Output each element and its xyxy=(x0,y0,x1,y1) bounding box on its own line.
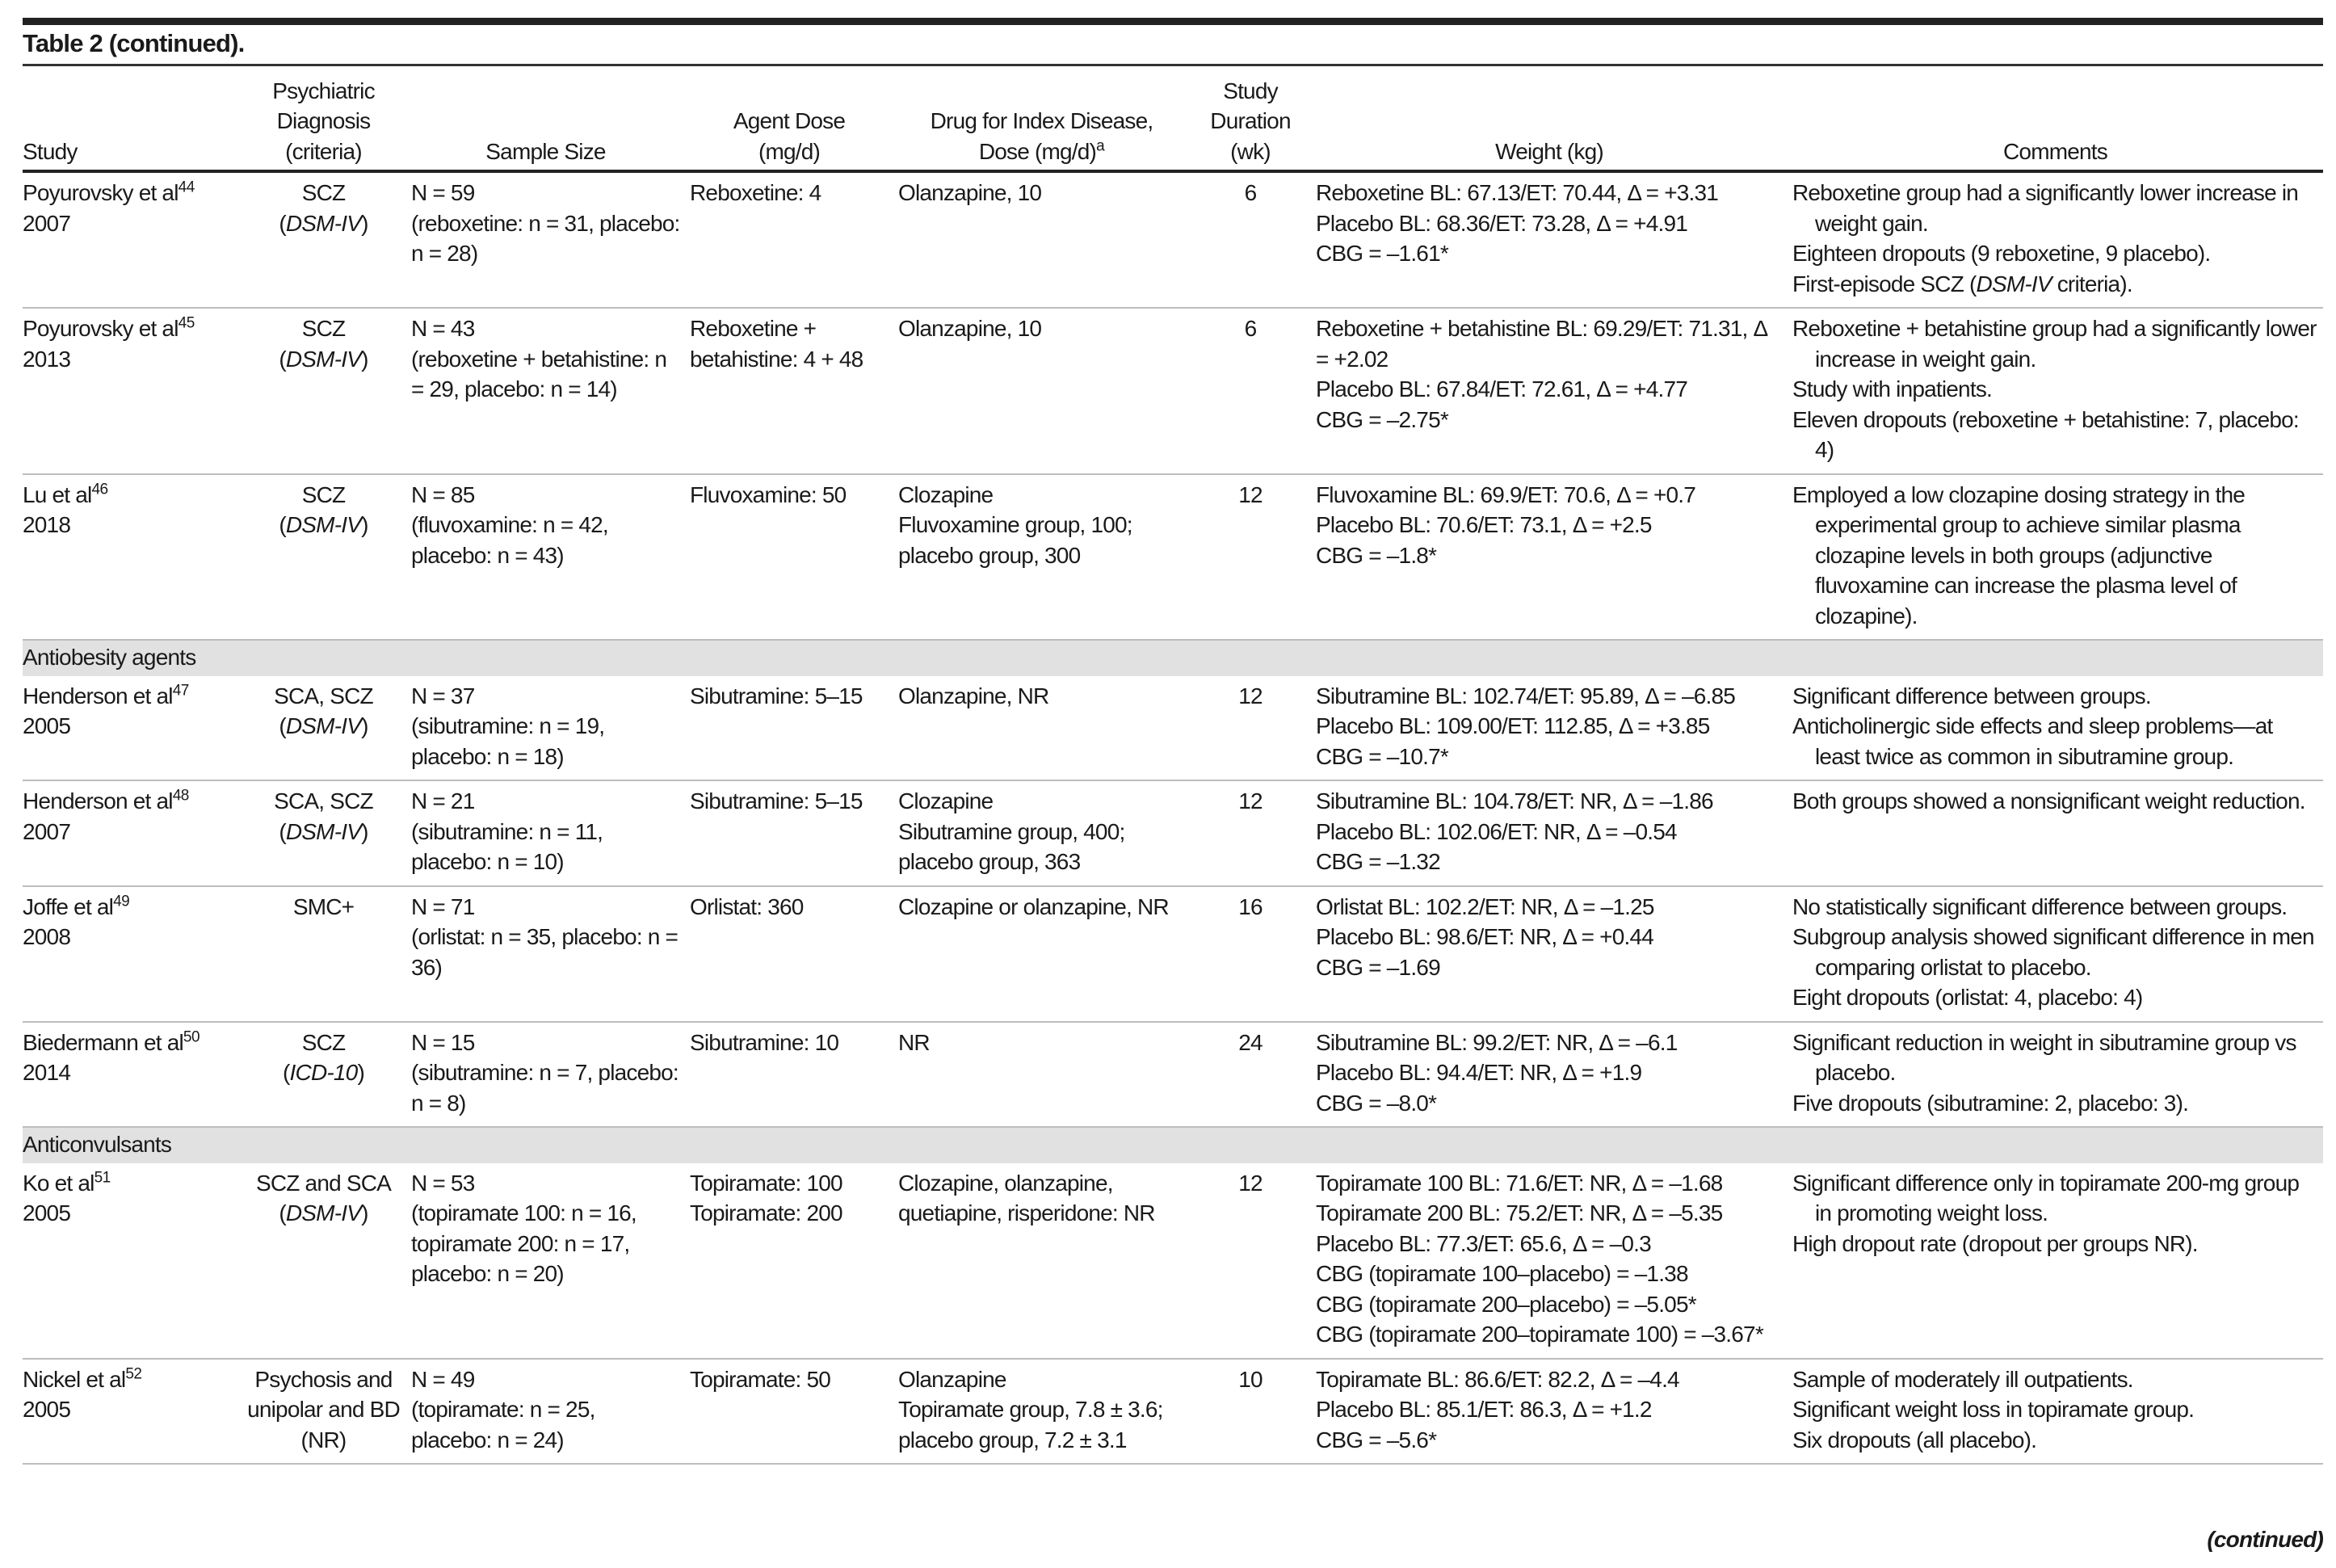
reference-number: 51 xyxy=(94,1169,111,1187)
comment-line xyxy=(1792,1394,2318,1425)
header-line: Dose (mg/d) xyxy=(978,138,1097,164)
index-drug-line: Olanzapine, NR xyxy=(898,683,1049,708)
weight-line: Placebo BL: 67.84/ET: 72.61, Δ = +4.77 xyxy=(1316,376,1687,401)
reference-number: 52 xyxy=(125,1365,142,1383)
criteria-name: ICD-10 xyxy=(289,1060,358,1085)
criteria-name: DSM-IV xyxy=(285,818,362,844)
comment-segment: Significant reduction in weight in sibutramine group vs placebo. xyxy=(1792,1029,2296,1085)
criteria-name: DSM-IV xyxy=(285,1200,362,1225)
reference-number: 44 xyxy=(178,179,195,196)
table-row xyxy=(23,308,2323,474)
criteria-name: DSM-IV xyxy=(285,346,362,372)
table-row xyxy=(23,780,2323,886)
sample-size-cell xyxy=(406,886,685,1022)
agent-dose-cell xyxy=(685,886,893,1022)
diagnosis-criteria: (ICD-10) xyxy=(283,1060,364,1085)
weight-cell xyxy=(1311,1022,1788,1128)
sample-size-line: (topiramate: n = 25, placebo: n = 24) xyxy=(411,1397,595,1452)
index-drug-cell xyxy=(893,1022,1190,1128)
diagnosis-cell xyxy=(241,171,406,308)
comment-line xyxy=(1792,922,2318,982)
comment-line xyxy=(1792,711,2318,771)
agent-dose-line: Sibutramine: 5–15 xyxy=(690,683,863,708)
comment-line xyxy=(1792,1364,2318,1395)
header-study: Study xyxy=(23,138,78,164)
diagnosis-criteria: (DSM-IV) xyxy=(279,713,368,738)
comment-line xyxy=(1792,269,2318,300)
study-author: Ko et al xyxy=(23,1170,95,1196)
diagnosis-criteria: (DSM-IV) xyxy=(279,512,368,537)
comment-line xyxy=(1792,1028,2318,1088)
study-author: Henderson et al xyxy=(23,788,173,813)
comment-segment: Six dropouts (all placebo). xyxy=(1792,1427,2037,1452)
weight-cell xyxy=(1311,308,1788,474)
weight-line: Placebo BL: 70.6/ET: 73.1, Δ = +2.5 xyxy=(1316,512,1652,537)
header-line: Study xyxy=(1223,78,1278,103)
study-author: Biedermann et al xyxy=(23,1029,183,1055)
agent-dose-cell xyxy=(685,308,893,474)
sample-size-line: N = 15 xyxy=(411,1029,475,1055)
agent-dose-line: Reboxetine + betahistine: 4 + 48 xyxy=(690,316,863,372)
weight-line: CBG (topiramate 200–topiramate 100) = –3.67* xyxy=(1316,1322,1763,1347)
weight-line: Fluvoxamine BL: 69.9/ET: 70.6, Δ = +0.7 xyxy=(1316,481,1696,507)
diagnosis-criteria: (DSM-IV) xyxy=(279,210,368,236)
diagnosis-cell xyxy=(241,308,406,474)
section-label: Antiobesity agents xyxy=(23,640,2323,676)
header-line: (criteria) xyxy=(285,138,362,164)
study-cell xyxy=(23,780,241,886)
comment-line xyxy=(1792,238,2318,269)
reference-number: 46 xyxy=(91,481,108,498)
sample-size-line: N = 37 xyxy=(411,683,475,708)
diagnosis-cell xyxy=(241,780,406,886)
duration-cell: 24 xyxy=(1238,1029,1263,1055)
sample-size-cell xyxy=(406,676,685,781)
comments-cell xyxy=(1788,1163,2323,1359)
comment-line xyxy=(1792,982,2318,1013)
index-drug-cell xyxy=(893,308,1190,474)
table-row xyxy=(23,886,2323,1022)
data-table xyxy=(23,64,2323,1465)
comment-segment: No statistically significant difference between groups. xyxy=(1792,893,2288,919)
study-author: Lu et al xyxy=(23,481,92,507)
comment-line xyxy=(1792,313,2318,374)
study-author: Nickel et al xyxy=(23,1366,126,1392)
section-row xyxy=(23,640,2323,676)
table-row xyxy=(23,1163,2323,1359)
comment-segment: DSM-IV xyxy=(1976,271,2052,296)
sample-size-cell xyxy=(406,474,685,641)
weight-cell xyxy=(1311,1359,1788,1465)
study-cell xyxy=(23,171,241,308)
diagnosis-label: SCA, SCZ xyxy=(274,683,373,708)
index-drug-cell xyxy=(893,1359,1190,1465)
weight-cell xyxy=(1311,886,1788,1022)
reference-number: 48 xyxy=(172,787,189,805)
diagnosis-label: SCZ xyxy=(301,1029,346,1055)
study-year: 2018 xyxy=(23,512,71,537)
sample-size-line: N = 71 xyxy=(411,893,475,919)
weight-line: Topiramate 200 BL: 75.2/ET: NR, Δ = –5.35 xyxy=(1316,1200,1723,1225)
table-row xyxy=(23,474,2323,641)
comments-cell xyxy=(1788,474,2323,641)
duration-cell: 12 xyxy=(1238,481,1263,507)
diagnosis-cell xyxy=(241,474,406,641)
reference-number: 49 xyxy=(113,893,130,910)
diagnosis-label: Psychosis and unipolar and BD xyxy=(247,1366,400,1422)
agent-dose-cell xyxy=(685,780,893,886)
comment-segment: criteria). xyxy=(2051,271,2132,296)
comment-segment: Employed a low clozapine dosing strategy in the experimental group to achieve similar plasma clozapine levels in both groups (adjunctive fluvoxamine can increase the plasma level of clozapine). xyxy=(1792,481,2246,628)
agent-dose-line: Orlistat: 360 xyxy=(690,893,804,919)
weight-line: CBG (topiramate 200–placebo) = –5.05* xyxy=(1316,1291,1696,1317)
index-drug-cell xyxy=(893,676,1190,781)
criteria-name: DSM-IV xyxy=(285,210,362,236)
weight-line: Placebo BL: 109.00/ET: 112.85, Δ = +3.85 xyxy=(1316,713,1710,738)
agent-dose-cell xyxy=(685,1022,893,1128)
comment-segment: Subgroup analysis showed significant difference in men comparing orlistat to placebo. xyxy=(1792,924,2314,980)
index-drug-line: Clozapine or olanzapine, NR xyxy=(898,893,1169,919)
comment-segment: Study with inpatients. xyxy=(1792,376,1992,401)
duration-cell: 12 xyxy=(1238,1170,1263,1196)
header-agent-dose xyxy=(685,65,893,172)
comment-segment: Anticholinergic side effects and sleep problems—at least twice as common in sibutramine group. xyxy=(1792,713,2273,769)
header-drug xyxy=(893,65,1190,172)
agent-dose-line: Reboxetine: 4 xyxy=(690,180,821,205)
index-drug-line: Clozapine xyxy=(898,788,994,813)
comment-line xyxy=(1792,892,2318,923)
sample-size-cell xyxy=(406,1359,685,1465)
header-line: Duration xyxy=(1210,108,1291,133)
comment-segment: Significant weight loss in topiramate group. xyxy=(1792,1397,2195,1422)
index-drug-line: Sibutramine group, 400; placebo group, 363 xyxy=(898,818,1125,874)
continued-note: (continued) xyxy=(2207,1527,2323,1552)
weight-line: Placebo BL: 77.3/ET: 65.6, Δ = –0.3 xyxy=(1316,1230,1651,1256)
diagnosis-cell xyxy=(241,676,406,781)
comment-line xyxy=(1792,681,2318,712)
section-label: Anticonvulsants xyxy=(23,1127,2323,1163)
header-comments: Comments xyxy=(2003,138,2107,164)
study-year: 2008 xyxy=(23,924,71,949)
weight-line: CBG (topiramate 100–placebo) = –1.38 xyxy=(1316,1261,1688,1286)
comment-segment: Five dropouts (sibutramine: 2, placebo: 3). xyxy=(1792,1090,2189,1116)
criteria-name: NR xyxy=(308,1427,339,1452)
sample-size-line: (topiramate 100: n = 16, topiramate 200: n = 17, placebo: n = 20) xyxy=(411,1200,637,1286)
index-drug-cell xyxy=(893,886,1190,1022)
header-line: (mg/d) xyxy=(758,138,821,164)
table-row xyxy=(23,1359,2323,1465)
diagnosis-label: SCZ xyxy=(301,180,346,205)
comment-segment: Significant difference between groups. xyxy=(1792,683,2151,708)
sample-size-line: N = 53 xyxy=(411,1170,475,1196)
weight-line: CBG = –8.0* xyxy=(1316,1090,1437,1116)
comments-cell xyxy=(1788,780,2323,886)
header-line: (wk) xyxy=(1230,138,1271,164)
sample-size-line: (reboxetine + betahistine: n = 29, placebo: n = 14) xyxy=(411,346,667,401)
agent-dose-line: Sibutramine: 10 xyxy=(690,1029,839,1055)
header-sample-size: Sample Size xyxy=(485,138,606,164)
sample-size-cell xyxy=(406,308,685,474)
weight-cell xyxy=(1311,171,1788,308)
agent-dose-line: Fluvoxamine: 50 xyxy=(690,481,847,507)
study-cell xyxy=(23,308,241,474)
comments-cell xyxy=(1788,1359,2323,1465)
study-year: 2005 xyxy=(23,1397,71,1422)
agent-dose-cell xyxy=(685,474,893,641)
agent-dose-line: Topiramate: 100 xyxy=(690,1170,842,1196)
study-cell xyxy=(23,886,241,1022)
index-drug-cell xyxy=(893,171,1190,308)
weight-line: Sibutramine BL: 102.74/ET: 95.89, Δ = –6.85 xyxy=(1316,683,1736,708)
comment-segment: Eight dropouts (orlistat: 4, placebo: 4) xyxy=(1792,985,2143,1010)
weight-line: CBG = –5.6* xyxy=(1316,1427,1437,1452)
weight-line: Reboxetine + betahistine BL: 69.29/ET: 71.31, Δ = +2.02 xyxy=(1316,316,1767,372)
weight-line: CBG = –1.69 xyxy=(1316,954,1440,980)
comment-line xyxy=(1792,1168,2318,1229)
study-year: 2014 xyxy=(23,1060,71,1085)
sample-size-cell xyxy=(406,780,685,886)
reference-number: 47 xyxy=(172,682,189,700)
comment-segment: Reboxetine group had a significantly lower increase in weight gain. xyxy=(1792,180,2299,236)
weight-line: Placebo BL: 94.4/ET: NR, Δ = +1.9 xyxy=(1316,1060,1642,1085)
comments-cell xyxy=(1788,171,2323,308)
comments-cell xyxy=(1788,308,2323,474)
header-diagnosis xyxy=(241,65,406,172)
sample-size-cell xyxy=(406,171,685,308)
study-author: Joffe et al xyxy=(23,893,114,919)
index-drug-line: Topiramate group, 7.8 ± 3.6; placebo group, 7.2 ± 3.1 xyxy=(898,1397,1163,1452)
comment-segment: Eighteen dropouts (9 reboxetine, 9 placebo). xyxy=(1792,241,2211,266)
comment-segment: Both groups showed a nonsignificant weight reduction. xyxy=(1792,788,2305,813)
reference-number: 50 xyxy=(183,1028,200,1046)
table-body xyxy=(23,171,2323,1464)
comment-line xyxy=(1792,374,2318,405)
study-cell xyxy=(23,474,241,641)
sample-size-line: (reboxetine: n = 31, placebo: n = 28) xyxy=(411,210,680,266)
agent-dose-cell xyxy=(685,171,893,308)
sample-size-line: N = 43 xyxy=(411,316,475,341)
index-drug-line: Clozapine, olanzapine, quetiapine, risperidone: NR xyxy=(898,1170,1155,1225)
weight-line: Topiramate BL: 86.6/ET: 82.2, Δ = –4.4 xyxy=(1316,1366,1679,1392)
header-duration xyxy=(1190,65,1311,172)
study-cell xyxy=(23,1022,241,1128)
diagnosis-label: SCZ xyxy=(301,316,346,341)
weight-line: CBG = –2.75* xyxy=(1316,406,1448,432)
diagnosis-criteria: (DSM-IV) xyxy=(279,818,368,844)
study-year: 2007 xyxy=(23,210,71,236)
sample-size-cell xyxy=(406,1163,685,1359)
weight-line: Placebo BL: 98.6/ET: NR, Δ = +0.44 xyxy=(1316,924,1653,949)
table-title: Table 2 (continued). xyxy=(23,29,245,57)
duration-cell: 16 xyxy=(1238,893,1263,919)
weight-cell xyxy=(1311,474,1788,641)
sample-size-line: (sibutramine: n = 7, placebo: n = 8) xyxy=(411,1060,679,1116)
header-line: Drug for Index Disease, xyxy=(930,108,1153,133)
header-weight: Weight (kg) xyxy=(1495,138,1603,164)
header-line: Diagnosis xyxy=(276,108,371,133)
index-drug-cell xyxy=(893,780,1190,886)
study-year: 2013 xyxy=(23,346,71,372)
weight-cell xyxy=(1311,1163,1788,1359)
sample-size-line: N = 21 xyxy=(411,788,475,813)
study-author: Poyurovsky et al xyxy=(23,316,179,341)
reference-number: 45 xyxy=(178,314,195,332)
diagnosis-criteria: (DSM-IV) xyxy=(279,1200,368,1225)
index-drug-line: Fluvoxamine group, 100; placebo group, 300 xyxy=(898,512,1132,568)
weight-line: CBG = –1.61* xyxy=(1316,241,1448,266)
index-drug-cell xyxy=(893,474,1190,641)
duration-cell: 12 xyxy=(1238,788,1263,813)
study-cell xyxy=(23,676,241,781)
sample-size-line: N = 85 xyxy=(411,481,475,507)
index-drug-line: Olanzapine, 10 xyxy=(898,180,1042,205)
diagnosis-label: SMC+ xyxy=(292,893,355,919)
weight-line: Placebo BL: 102.06/ET: NR, Δ = –0.54 xyxy=(1316,818,1677,844)
header-row xyxy=(23,65,2323,172)
diagnosis-label: SCZ and SCA xyxy=(255,1170,392,1196)
study-author: Henderson et al xyxy=(23,683,173,708)
agent-dose-line: Topiramate: 50 xyxy=(690,1366,831,1392)
study-year: 2007 xyxy=(23,818,71,844)
weight-line: Topiramate 100 BL: 71.6/ET: NR, Δ = –1.68 xyxy=(1316,1170,1723,1196)
weight-line: Placebo BL: 85.1/ET: 86.3, Δ = +1.2 xyxy=(1316,1397,1652,1422)
sample-size-line: (sibutramine: n = 11, placebo: n = 10) xyxy=(411,818,603,874)
weight-line: Reboxetine BL: 67.13/ET: 70.44, Δ = +3.31 xyxy=(1316,180,1719,205)
study-author: Poyurovsky et al xyxy=(23,180,179,205)
diagnosis-label: SCA, SCZ xyxy=(274,788,373,813)
agent-dose-line: Sibutramine: 5–15 xyxy=(690,788,863,813)
duration-cell: 6 xyxy=(1244,180,1257,205)
comment-segment: Reboxetine + betahistine group had a significantly lower increase in weight gain. xyxy=(1792,316,2317,372)
sample-size-cell xyxy=(406,1022,685,1128)
criteria-name: DSM-IV xyxy=(285,713,362,738)
agent-dose-line: Topiramate: 200 xyxy=(690,1200,842,1225)
diagnosis-cell xyxy=(241,886,406,1022)
footnote-marker: a xyxy=(1096,137,1105,155)
sample-size-line: N = 59 xyxy=(411,180,475,205)
comment-segment: Significant difference only in topiramate 200-mg group in promoting weight loss. xyxy=(1792,1170,2300,1225)
weight-line: CBG = –1.32 xyxy=(1316,849,1440,874)
header-line: Psychiatric xyxy=(272,78,375,103)
comment-line xyxy=(1792,178,2318,238)
duration-cell: 6 xyxy=(1244,316,1257,341)
comment-line xyxy=(1792,405,2318,465)
study-year: 2005 xyxy=(23,1200,71,1225)
comment-segment: Eleven dropouts (reboxetine + betahistine: 7, placebo: 4) xyxy=(1792,406,2299,462)
agent-dose-cell xyxy=(685,1163,893,1359)
diagnosis-cell xyxy=(241,1022,406,1128)
comments-cell xyxy=(1788,676,2323,781)
study-cell xyxy=(23,1359,241,1465)
table-row xyxy=(23,676,2323,781)
duration-cell: 10 xyxy=(1238,1366,1263,1392)
index-drug-line: Olanzapine, 10 xyxy=(898,316,1042,341)
sample-size-line: (sibutramine: n = 19, placebo: n = 18) xyxy=(411,713,605,769)
weight-line: Sibutramine BL: 99.2/ET: NR, Δ = –6.1 xyxy=(1316,1029,1678,1055)
sample-size-line: (fluvoxamine: n = 42, placebo: n = 43) xyxy=(411,512,608,568)
comment-line xyxy=(1792,1088,2318,1119)
study-year: 2005 xyxy=(23,713,71,738)
index-drug-cell xyxy=(893,1163,1190,1359)
study-cell xyxy=(23,1163,241,1359)
diagnosis-criteria: (NR) xyxy=(300,1427,347,1452)
weight-line: CBG = –1.8* xyxy=(1316,542,1437,568)
agent-dose-cell xyxy=(685,1359,893,1465)
criteria-name: DSM-IV xyxy=(285,512,362,537)
index-drug-line: NR xyxy=(898,1029,930,1055)
comments-cell xyxy=(1788,886,2323,1022)
comment-line xyxy=(1792,1425,2318,1456)
section-row xyxy=(23,1127,2323,1163)
index-drug-line: Clozapine xyxy=(898,481,994,507)
comment-line xyxy=(1792,480,2318,632)
index-drug-line: Olanzapine xyxy=(898,1366,1006,1392)
weight-line: Orlistat BL: 102.2/ET: NR, Δ = –1.25 xyxy=(1316,893,1654,919)
top-rule xyxy=(23,18,2323,25)
sample-size-line: (orlistat: n = 35, placebo: n = 36) xyxy=(411,924,679,980)
table-container xyxy=(23,64,2323,1465)
comments-cell xyxy=(1788,1022,2323,1128)
duration-cell: 12 xyxy=(1238,683,1263,708)
diagnosis-cell xyxy=(241,1163,406,1359)
weight-cell xyxy=(1311,676,1788,781)
weight-line: Sibutramine BL: 104.78/ET: NR, Δ = –1.86 xyxy=(1316,788,1713,813)
weight-line: Placebo BL: 68.36/ET: 73.28, Δ = +4.91 xyxy=(1316,210,1687,236)
weight-cell xyxy=(1311,780,1788,886)
agent-dose-cell xyxy=(685,676,893,781)
diagnosis-criteria: (DSM-IV) xyxy=(279,346,368,372)
diagnosis-cell xyxy=(241,1359,406,1465)
table-row xyxy=(23,1022,2323,1128)
diagnosis-label: SCZ xyxy=(301,481,346,507)
comment-line xyxy=(1792,1229,2318,1259)
sample-size-line: N = 49 xyxy=(411,1366,475,1392)
comment-line xyxy=(1792,786,2318,817)
weight-line: CBG = –10.7* xyxy=(1316,743,1448,769)
comment-segment: First-episode SCZ ( xyxy=(1792,271,1977,296)
header-line: Agent Dose xyxy=(733,108,846,133)
comment-segment: Sample of moderately ill outpatients. xyxy=(1792,1366,2133,1392)
table-row xyxy=(23,171,2323,308)
comment-segment: High dropout rate (dropout per groups NR). xyxy=(1792,1230,2198,1256)
